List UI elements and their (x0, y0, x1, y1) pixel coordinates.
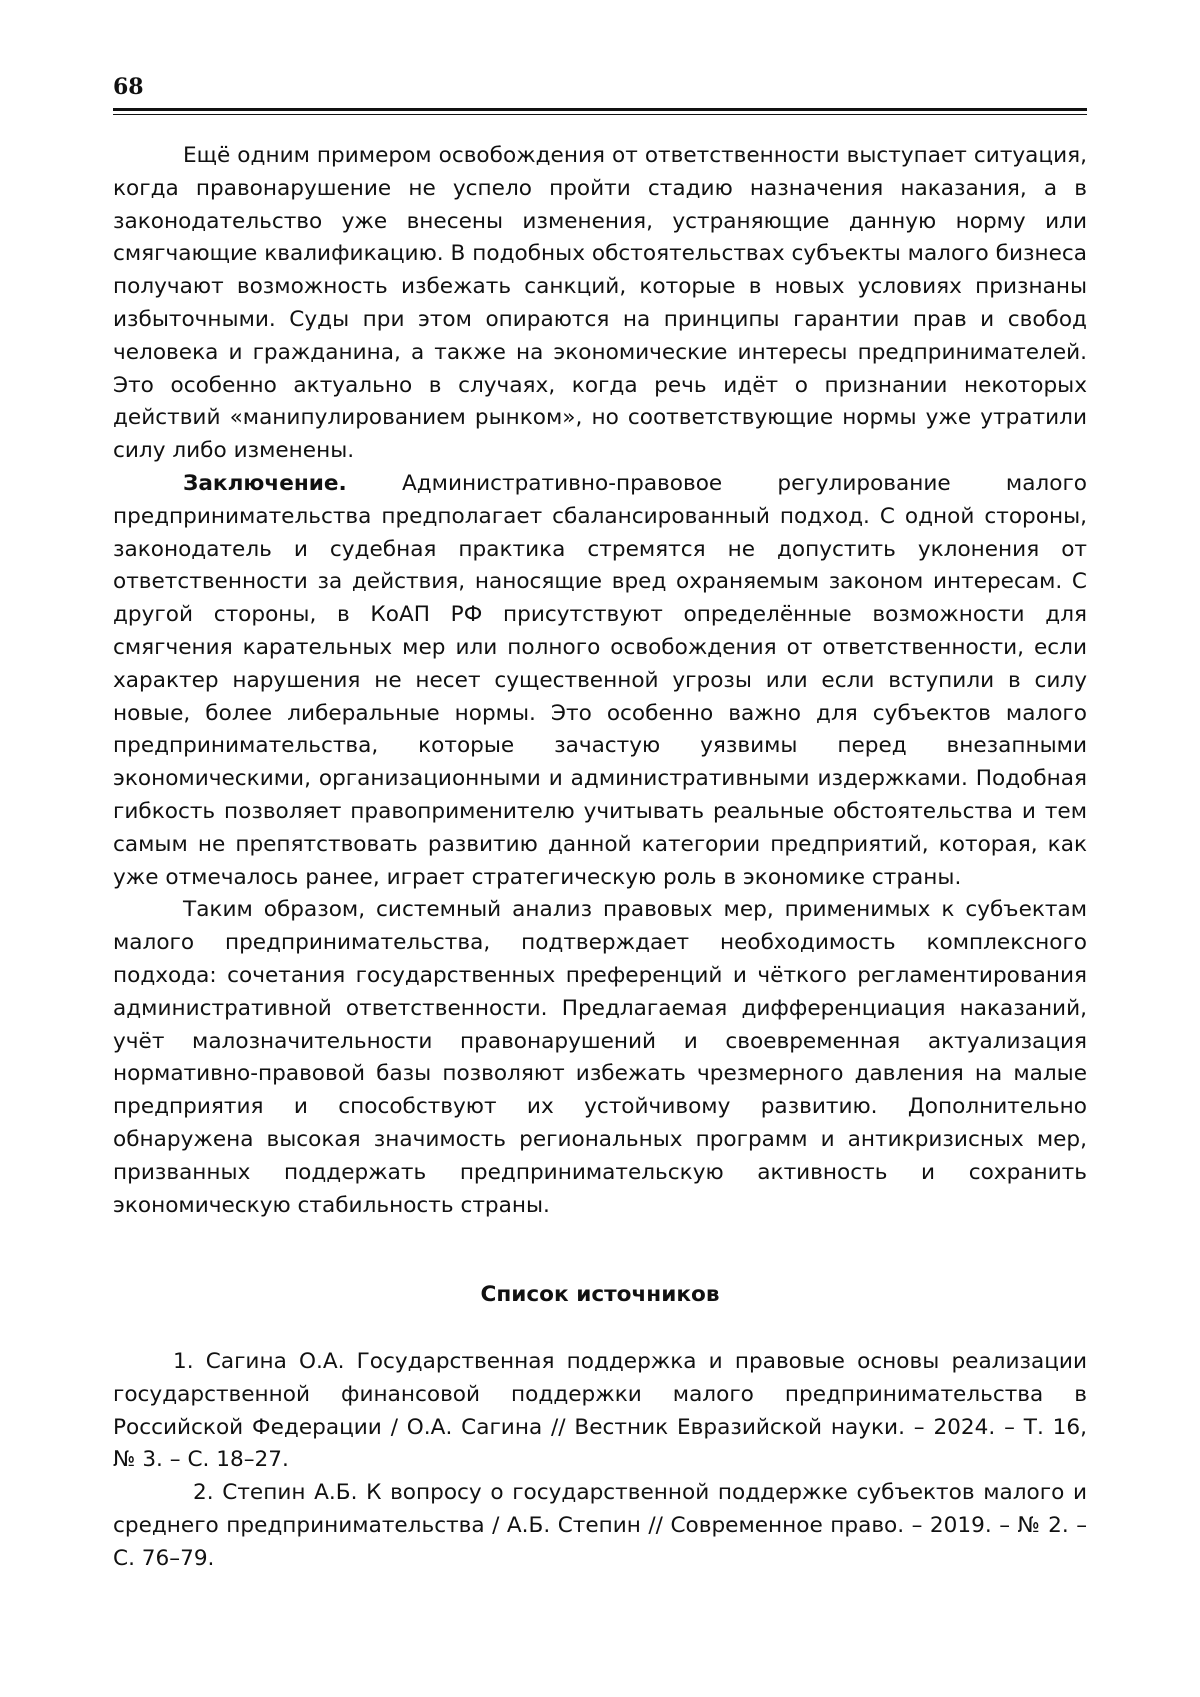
sources-title: Список источников (480, 1282, 720, 1307)
body-text (113, 140, 1087, 1222)
source-item: 1. Сагина О.А. Государственная поддержка и правовые основы реализации государственной финансовой поддержки малого предпринимательства в Российской Федерации / О.А. Сагина // Вестник Евразийской науки. – 2024. – Т. 16, № 3. – С. 18–27. (113, 1349, 1087, 1473)
paragraph (113, 894, 1087, 1222)
paragraph-text: Таким образом, системный анализ правовых мер, применимых к субъектам малого предпринимательства, подтверждает необходимость комплексного подхода: сочетания государственных преференций и чёткого регламентирования административной ответственности. Предлагаемая дифференциация наказаний, учёт малозначительности правонарушений и своевременная актуализация нормативно-правовой базы позволяют избежать чрезмерного давления на малые предприятия и способствуют их устойчивому развитию. Дополнительно обнаружена высокая значимость региональных программ и антикризисных мер, призванных поддержать предпринимательскую активность и сохранить экономическую стабильность страны. (113, 897, 1087, 1218)
sources-list (113, 1346, 1087, 1576)
conclusion-heading: Заключение. (183, 470, 347, 496)
header-rule-thin (113, 114, 1087, 115)
source-item: 2. Степин А.Б. К вопросу о государственной поддержке субъектов малого и среднего предпринимательства / А.Б. Степин // Современное право. – 2019. – № 2. – С. 76–79. (113, 1480, 1087, 1571)
header-rule-thick (113, 108, 1087, 111)
paragraph (113, 140, 1087, 468)
page-number: 68 (113, 74, 144, 100)
paragraph-text: Ещё одним примером освобождения от ответственности выступает ситуация, когда правонарушение не успело пройти стадию назначения наказания, а в законодательство уже внесены изменения, устраняющие данную норму или смягчающие квалификацию. В подобных обстоятельствах субъекты малого бизнеса получают возможность избежать санкций, которые в новых условиях признаны избыточными. Суды при этом опираются на принципы гарантии прав и свобод человека и гражданина, а также на экономические интересы предпринимателей. Это особенно актуально в случаях, когда речь идёт о признании некоторых действий «манипулированием рынком», но соответствующие нормы уже утратили силу либо изменены. (113, 143, 1087, 464)
paragraph-text: Административно-правовое регулирование малого предпринимательства предполагает сбалансированный подход. С одной стороны, законодатель и судебная практика стремятся не допустить уклонения от ответственности за действия, наносящие вред охраняемым законом интересам. С другой стороны, в КоАП РФ присутствуют определённые возможности для смягчения карательных мер или полного освобождения от ответственности, если характер нарушения не несет существенной угрозы или если вступили в силу новые, более либеральные нормы. Это особенно важно для субъектов малого предпринимательства, которые зачастую уязвимы перед внезапными экономическими, организационными и административными издержками. Подобная гибкость позволяет правоприменителю учитывать реальные обстоятельства и тем самым не препятствовать развитию данной категории предприятий, которая, как уже отмечалось ранее, играет стратегическую роль в экономике страны. (113, 470, 1087, 890)
paragraph-conclusion (113, 468, 1087, 894)
